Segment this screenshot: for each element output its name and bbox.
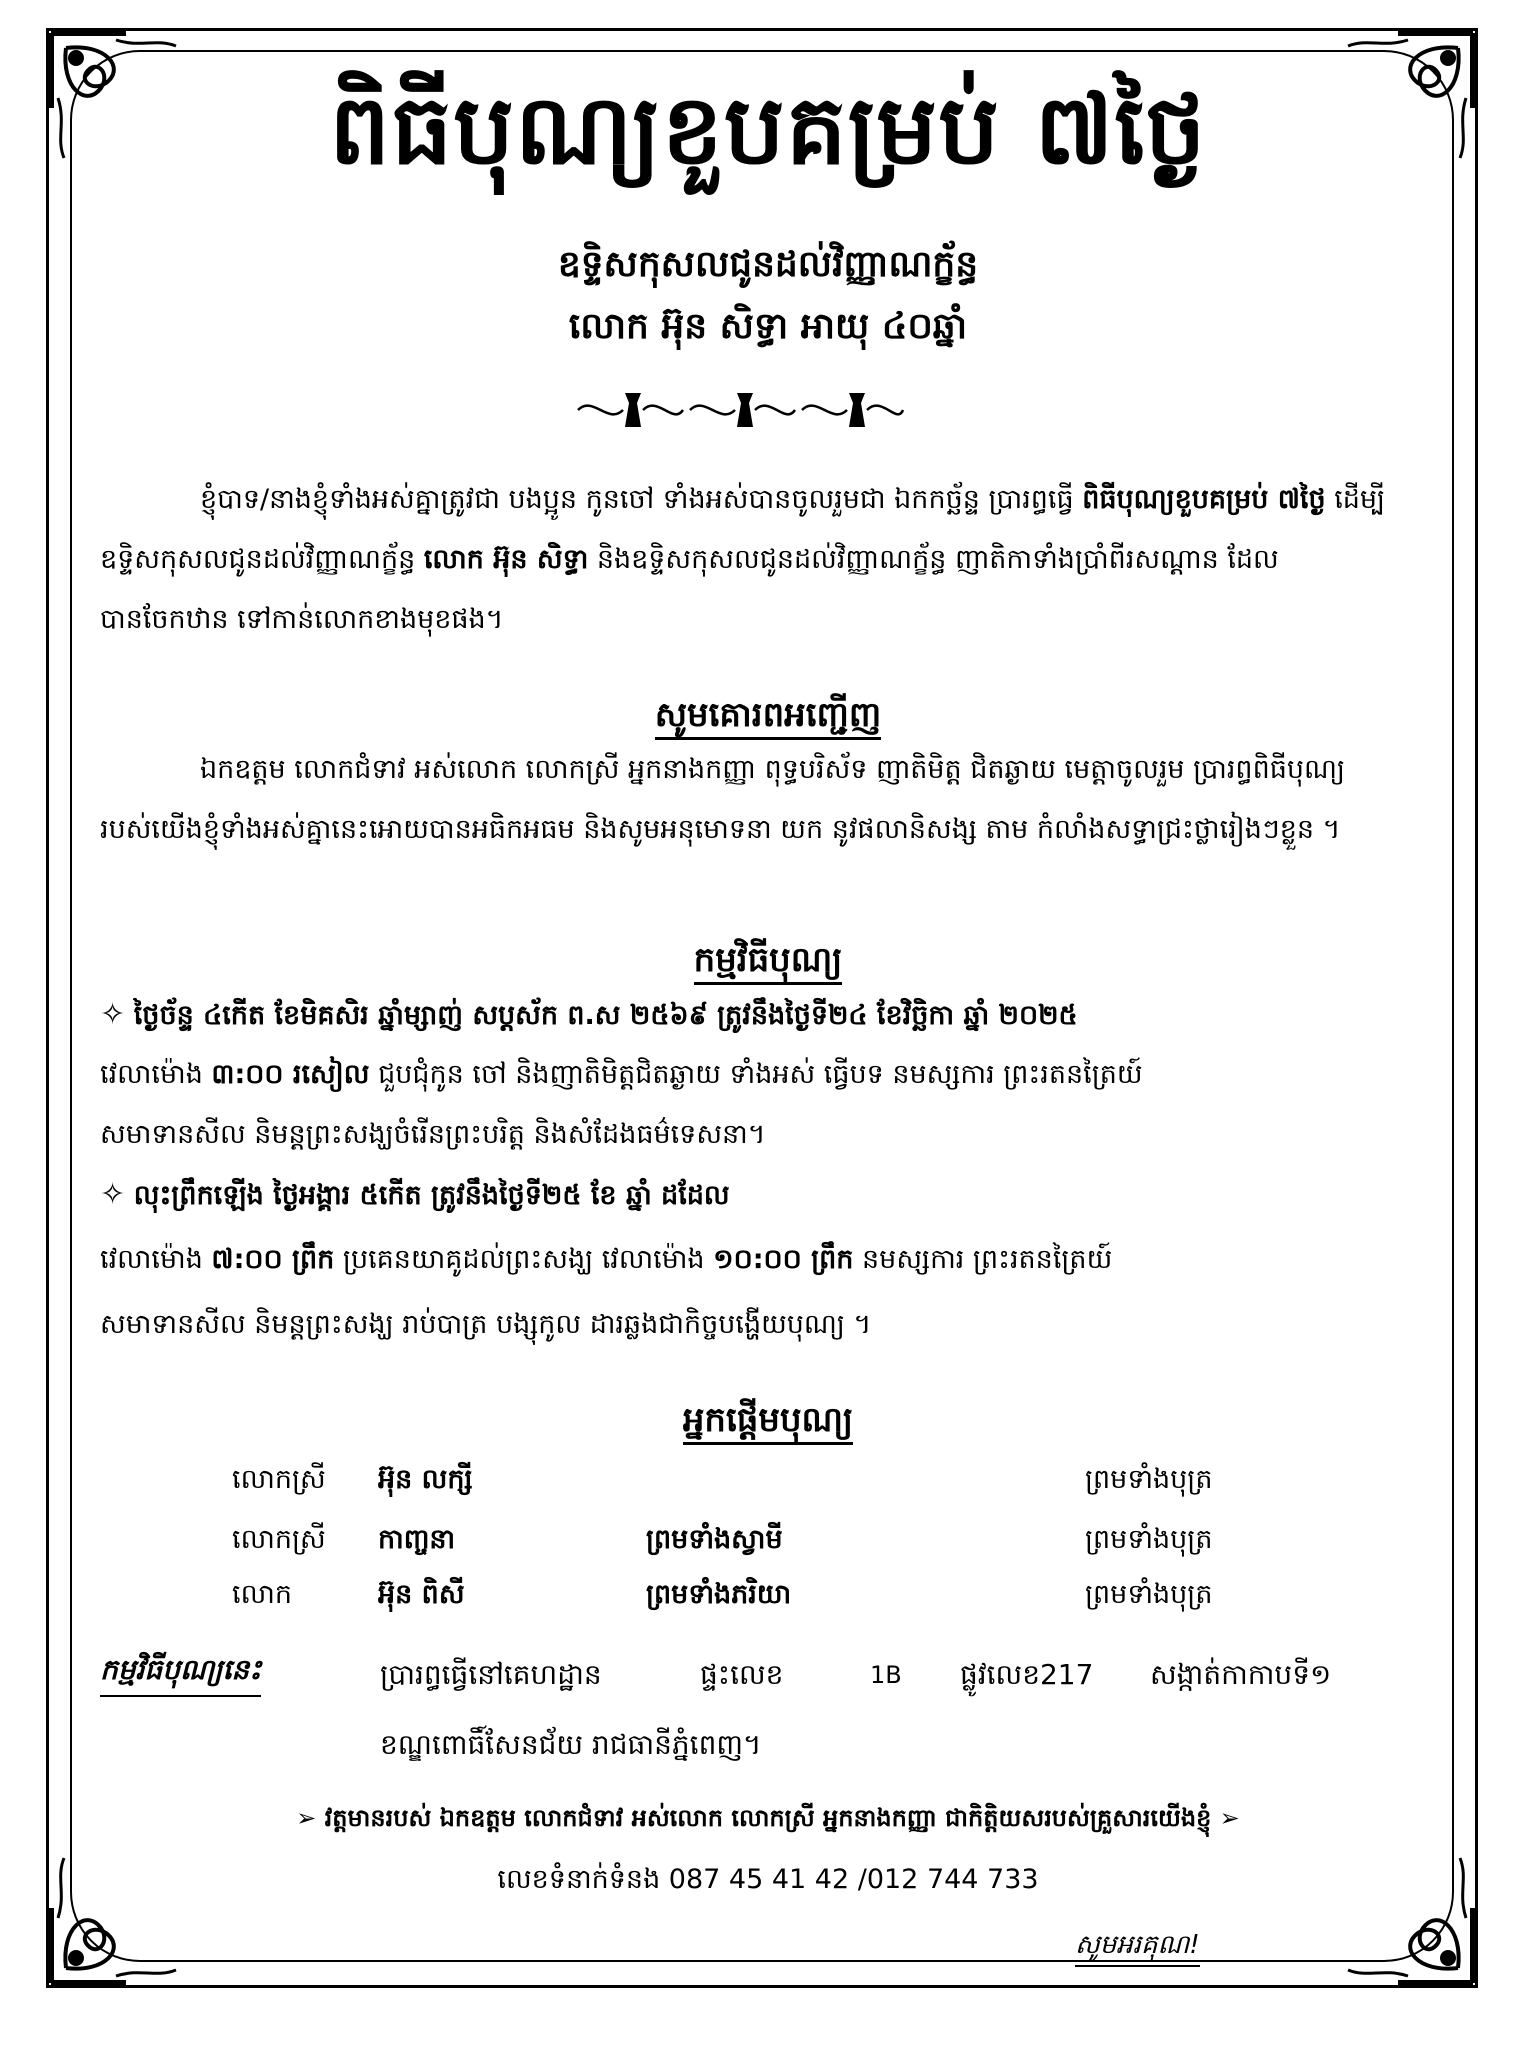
donor-family: ព្រមទាំងបុត្រ bbox=[1085, 1579, 1213, 1610]
day2-mid: ប្រគេនយាគូដល់ព្រះសង្ឃ វេលាម៉ោង bbox=[334, 1244, 714, 1275]
deceased-name-line: លោក អ៊ុន សិទ្ធា អាយុ ៤០ឆ្នាំ bbox=[568, 306, 968, 347]
donor-title: លោក bbox=[232, 1579, 292, 1610]
page-title: ពិធីបុណ្យខួបគម្រប់ ៧ថ្ងៃ bbox=[329, 74, 1207, 186]
contact-line: លេខទំនាក់ទំនង 087 45 41 42 /012 744 733 bbox=[497, 1864, 1039, 1895]
venue-khan-city: ខណ្ឌពោធិ៍សែនជ័យ រាជធានីភ្នំពេញ។ bbox=[380, 1728, 762, 1761]
day2-time-late: ១០:០០ ព្រឹក bbox=[713, 1244, 854, 1275]
intro-ceremony-name: ពិធីបុណ្យខួបគម្រប់ ៧ថ្ងៃ bbox=[1082, 484, 1326, 515]
intro-tail: និងឧទ្ទិសកុសលជូនដល់វិញ្ញាណក្ខ័ន្ធ ញាតិកាទាំងប្រាំពីរសណ្តាន ដែលបានចែកឋាន ទៅកាន់លោកខាងមុខផង។ bbox=[100, 544, 1279, 635]
program-day1-title bbox=[100, 990, 1400, 1041]
day1-date: ថ្ងៃច័ន្ទ ៤កើត ខែមិគសិរ ឆ្នាំម្សាញ់ សប្តស័ក ព.ស ២៥៦៩ ត្រូវនឹងថ្ងៃទី២៤ ខែវិច្ឆិកា ឆ្នាំ ២០២៥ bbox=[133, 1000, 1078, 1031]
donor-row bbox=[0, 1515, 1536, 1565]
day1-desc: ជួបជុំកូន ចៅ និងញាតិមិត្តជិតឆ្ងាយ ទាំងអស់ ធ្វើបទ នមស្សការ ព្រះរតនត្រៃយ៍ bbox=[369, 1059, 1143, 1090]
intro-deceased-name: លោក អ៊ុន សិទ្ធា bbox=[423, 544, 589, 575]
invite-heading-text: សូមគោរពអញ្ជើញ bbox=[655, 695, 882, 740]
dedication-line: ឧទ្ទិសកុសលជូនដល់វិញ្ញាណក្ខ័ន្ធ bbox=[557, 244, 979, 285]
invite-text: ឯកឧត្តម លោកជំទាវ អស់លោក លោកស្រី អ្នកនាងកញ្ញា ពុទ្ធបរិស័ទ ញាតិមិត្ត ជិតឆ្ងាយ មេត្តាចូលរួម ប្រារព្ធពិធីបុណ្យ របស់យើងខ្ញុំទាំងអស់គ្នានេះអោយបានអធិកអធម និងសូមអនុមោទនា យក នូវផលានិសង្ស តាម កំលាំងសទ្ធាជ្រះថ្លារៀងៗខ្លួន ។ bbox=[100, 754, 1345, 845]
donors-heading bbox=[0, 1395, 1536, 1445]
donor-name: អ៊ុន លក្សី bbox=[378, 1464, 473, 1495]
donor-title: លោកស្រី bbox=[232, 1524, 326, 1555]
venue-house-label: ផ្ទះលេខ bbox=[700, 1658, 784, 1691]
day1-desc-cont: សមាទានសីល និមន្តព្រះសង្ឃចំរើនព្រះបរិត្ត និងសំដែងធម៌ទេសនា។ bbox=[100, 1119, 766, 1150]
donor-family: ព្រមទាំងបុត្រ bbox=[1085, 1464, 1213, 1495]
donor-row bbox=[0, 1455, 1536, 1505]
donor-row bbox=[0, 1570, 1536, 1620]
donor-spouse: ព្រមទាំងស្វាមី bbox=[646, 1524, 783, 1555]
thanks-note: សូមអរគុណ! bbox=[1075, 1925, 1200, 1967]
donors-heading-text: អ្នកផ្តើមបុណ្យ bbox=[683, 1400, 853, 1445]
donor-name: កាញ្ចនា bbox=[378, 1524, 456, 1555]
day1-time: ៣:០០ រសៀល bbox=[211, 1059, 370, 1090]
venue-street: ផ្លូវលេខ217 bbox=[960, 1658, 1094, 1691]
intro-paragraph bbox=[100, 470, 1400, 650]
program-heading bbox=[0, 935, 1536, 985]
day2-tail-cont: សមាទានសីល និមន្តព្រះសង្ឃ រាប់បាត្រ បង្សុកូល ដារឆ្លងជាកិច្ចបង្ហើយបុណ្យ ។ bbox=[100, 1309, 872, 1340]
donor-title: លោកស្រី bbox=[232, 1464, 326, 1495]
program-heading-text: កម្មវិធីបុណ្យ bbox=[694, 940, 843, 985]
day2-time-label: វេលាម៉ោង bbox=[100, 1244, 212, 1275]
intro-lead: ខ្ញុំបាទ/នាងខ្ញុំទាំងអស់គ្នាត្រូវជា បងប្អូន កូនចៅ ទាំងអស់បានចូលរួមជា ឯកកច្ឆ័ន្ទ ប្រារព្ធធ្វើ bbox=[200, 484, 1083, 515]
donor-spouse: ព្រមទាំងភរិយា bbox=[646, 1579, 792, 1610]
day1-time-label: វេលាម៉ោង bbox=[100, 1059, 212, 1090]
day2-date: លុះព្រឹកឡើង ថ្ងៃអង្គារ ៥កើត ត្រូវនឹងថ្ងៃទី២៥ ខែ ឆ្នាំ ដដែល bbox=[133, 1180, 730, 1211]
program-day1-schedule bbox=[100, 1050, 1400, 1100]
sparkle-icon: ✧ bbox=[100, 997, 126, 1032]
divider-ornament-icon bbox=[568, 385, 908, 435]
program-day2-title bbox=[100, 1170, 1400, 1221]
intro-middle: ដើម្បីឧទ្ទិសកុសលជូនដល់វិញ្ញាណក្ខ័ន្ធ bbox=[100, 484, 1386, 575]
venue-label: កម្មវិធីបុណ្យនេះ bbox=[100, 1645, 261, 1697]
program-day1-schedule-cont bbox=[100, 1110, 1400, 1160]
venue-sangkat: សង្កាត់កាកាបទី១ bbox=[1150, 1658, 1332, 1691]
donor-name: អ៊ុន ពិសី bbox=[378, 1579, 465, 1610]
invite-paragraph bbox=[100, 740, 1400, 860]
closing-line: ➢ វត្តមានរបស់ ឯកឧត្តម លោកជំទាវ អស់លោក លោកស្រី អ្នកនាងកញ្ញា ជាកិត្តិយសរបស់គ្រួសារយើងខ្ញុំ ➢ bbox=[296, 1804, 1240, 1832]
venue-house-number: 1B bbox=[870, 1661, 902, 1689]
program-day2-schedule bbox=[100, 1235, 1400, 1285]
invite-heading bbox=[0, 690, 1536, 740]
day2-time-morning: ៧:០០ ព្រឹក bbox=[211, 1244, 335, 1275]
program-day2-schedule-cont bbox=[100, 1300, 1400, 1350]
venue-held-at: ប្រារព្ធធ្វើនៅគេហដ្ឋាន bbox=[380, 1658, 602, 1691]
sparkle-icon: ✧ bbox=[100, 1177, 126, 1212]
day2-tail: នមស្សការ ព្រះរតនត្រៃយ៍ bbox=[853, 1244, 1113, 1275]
donor-family: ព្រមទាំងបុត្រ bbox=[1085, 1524, 1213, 1555]
